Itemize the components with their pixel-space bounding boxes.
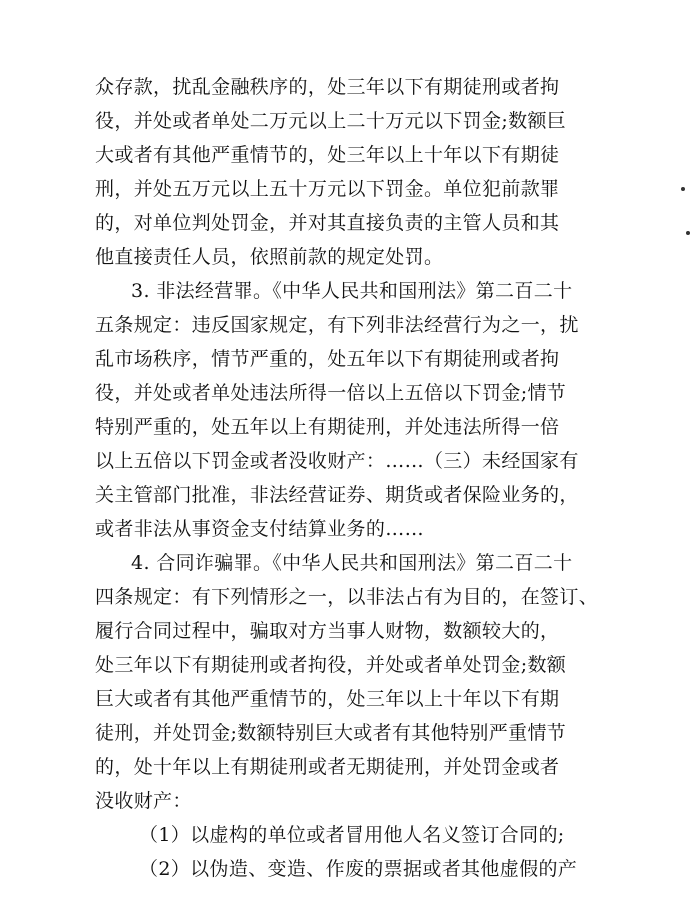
list-item: （1）以虚构的单位或者冒用他人名义签订合同的; (139, 824, 565, 846)
text-line: 四条规定：有下列情形之一，以非法占有为目的，在签订、 (95, 586, 599, 608)
text-line: 五条规定：违反国家规定，有下列非法经营行为之一，扰 (95, 314, 579, 336)
text-line: 关主管部门批准，非法经营证券、期货或者保险业务的， (95, 484, 579, 506)
text-line: 他直接责任人员，依照前款的规定处罚。 (95, 246, 444, 268)
text-line: 乱市场秩序，情节严重的，处五年以下有期徒刑或者拘 (95, 348, 560, 370)
scan-speck (681, 187, 685, 191)
text-line: 众存款，扰乱金融秩序的，处三年以下有期徒刑或者拘 (95, 76, 560, 98)
text-line: 役，并处或者单处违法所得一倍以上五倍以下罚金;情节 (95, 382, 567, 404)
text-line: 大或者有其他严重情节的，处三年以上十年以下有期徒 (95, 144, 560, 166)
body-text (95, 70, 605, 886)
text-line: 的，对单位判处罚金，并对其直接负责的主管人员和其 (95, 212, 560, 234)
scan-speck (686, 231, 690, 235)
text-line: 处三年以下有期徒刑或者拘役，并处或者单处罚金;数额 (95, 654, 567, 676)
text-line: 履行合同过程中，骗取对方当事人财物，数额较大的， (95, 620, 560, 642)
text-line: 巨大或者有其他严重情节的，处三年以上十年以下有期 (95, 688, 560, 710)
text-line: 以上五倍以下罚金或者没收财产：……（三）未经国家有 (95, 450, 579, 472)
section-heading-contract-fraud: 4. 合同诈骗罪。《中华人民共和国刑法》第二百二十 (131, 552, 573, 574)
section-heading-illegal-business: 3. 非法经营罪。《中华人民共和国刑法》第二百二十 (131, 280, 573, 302)
list-item: （2）以伪造、变造、作废的票据或者其他虚假的产 (139, 858, 578, 880)
text-line: 徒刑，并处罚金;数额特别巨大或者有其他特别严重情节 (95, 722, 567, 744)
text-line: 的，处十年以上有期徒刑或者无期徒刑，并处罚金或者 (95, 756, 560, 778)
text-line: 或者非法从事资金支付结算业务的…… (95, 518, 424, 540)
text-line: 特别严重的，处五年以上有期徒刑，并处违法所得一倍 (95, 416, 560, 438)
text-line: 刑，并处五万元以上五十万元以下罚金。单位犯前款罪 (95, 178, 560, 200)
text-line: 役，并处或者单处二万元以上二十万元以下罚金;数额巨 (95, 110, 567, 132)
text-line: 没收财产： (95, 790, 192, 812)
